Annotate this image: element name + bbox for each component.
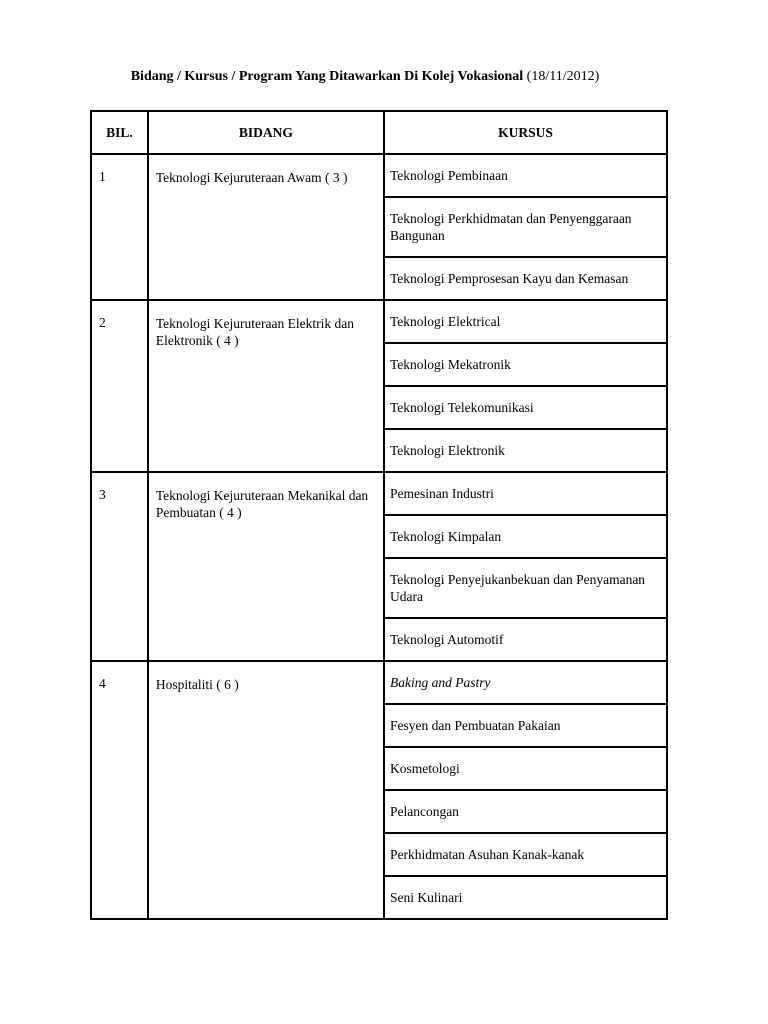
table-row: [91, 300, 667, 343]
kursus-cell: Baking and Pastry: [384, 661, 667, 704]
table-row: [91, 472, 667, 515]
kursus-cell: Teknologi Pembinaan: [384, 154, 667, 197]
table-row: [91, 154, 667, 197]
bidang-cell: Teknologi Kejuruteraan Mekanikal dan Pembuatan ( 4 ): [148, 472, 384, 661]
header-kursus: KURSUS: [384, 111, 667, 154]
kursus-cell: Pelancongan: [384, 790, 667, 833]
table-row: [91, 661, 667, 704]
kursus-cell: Teknologi Penyejukanbekuan dan Penyamanan Udara: [384, 558, 667, 618]
title-date: (18/11/2012): [526, 69, 600, 84]
title-main: Bidang / Kursus / Program Yang Ditawarkan Di Kolej Vokasional: [130, 69, 524, 84]
kursus-cell: Teknologi Kimpalan: [384, 515, 667, 558]
kursus-cell: Fesyen dan Pembuatan Pakaian: [384, 704, 667, 747]
bidang-cell: Teknologi Kejuruteraan Elektrik dan Elektronik ( 4 ): [148, 300, 384, 472]
bil-cell: 2: [91, 300, 148, 472]
kursus-cell: Teknologi Elektronik: [384, 429, 667, 472]
bil-cell: 4: [91, 661, 148, 919]
kursus-cell: Kosmetologi: [384, 747, 667, 790]
kursus-cell: Teknologi Perkhidmatan dan Penyenggaraan Bangunan: [384, 197, 667, 257]
kursus-cell: Perkhidmatan Asuhan Kanak-kanak: [384, 833, 667, 876]
kursus-cell: Teknologi Mekatronik: [384, 343, 667, 386]
header-bil: BIL.: [91, 111, 148, 154]
kursus-cell: Pemesinan Industri: [384, 472, 667, 515]
document-title: [0, 69, 730, 85]
bidang-cell: Teknologi Kejuruteraan Awam ( 3 ): [148, 154, 384, 300]
bidang-cell: Hospitaliti ( 6 ): [148, 661, 384, 919]
bil-cell: 3: [91, 472, 148, 661]
kursus-cell: Teknologi Automotif: [384, 618, 667, 661]
table-header-row: [91, 111, 667, 154]
kursus-cell: Teknologi Pemprosesan Kayu dan Kemasan: [384, 257, 667, 300]
kursus-cell: Seni Kulinari: [384, 876, 667, 919]
header-bidang: BIDANG: [148, 111, 384, 154]
kursus-cell: Teknologi Telekomunikasi: [384, 386, 667, 429]
courses-table: [90, 110, 668, 920]
kursus-cell: Teknologi Elektrical: [384, 300, 667, 343]
bil-cell: 1: [91, 154, 148, 300]
